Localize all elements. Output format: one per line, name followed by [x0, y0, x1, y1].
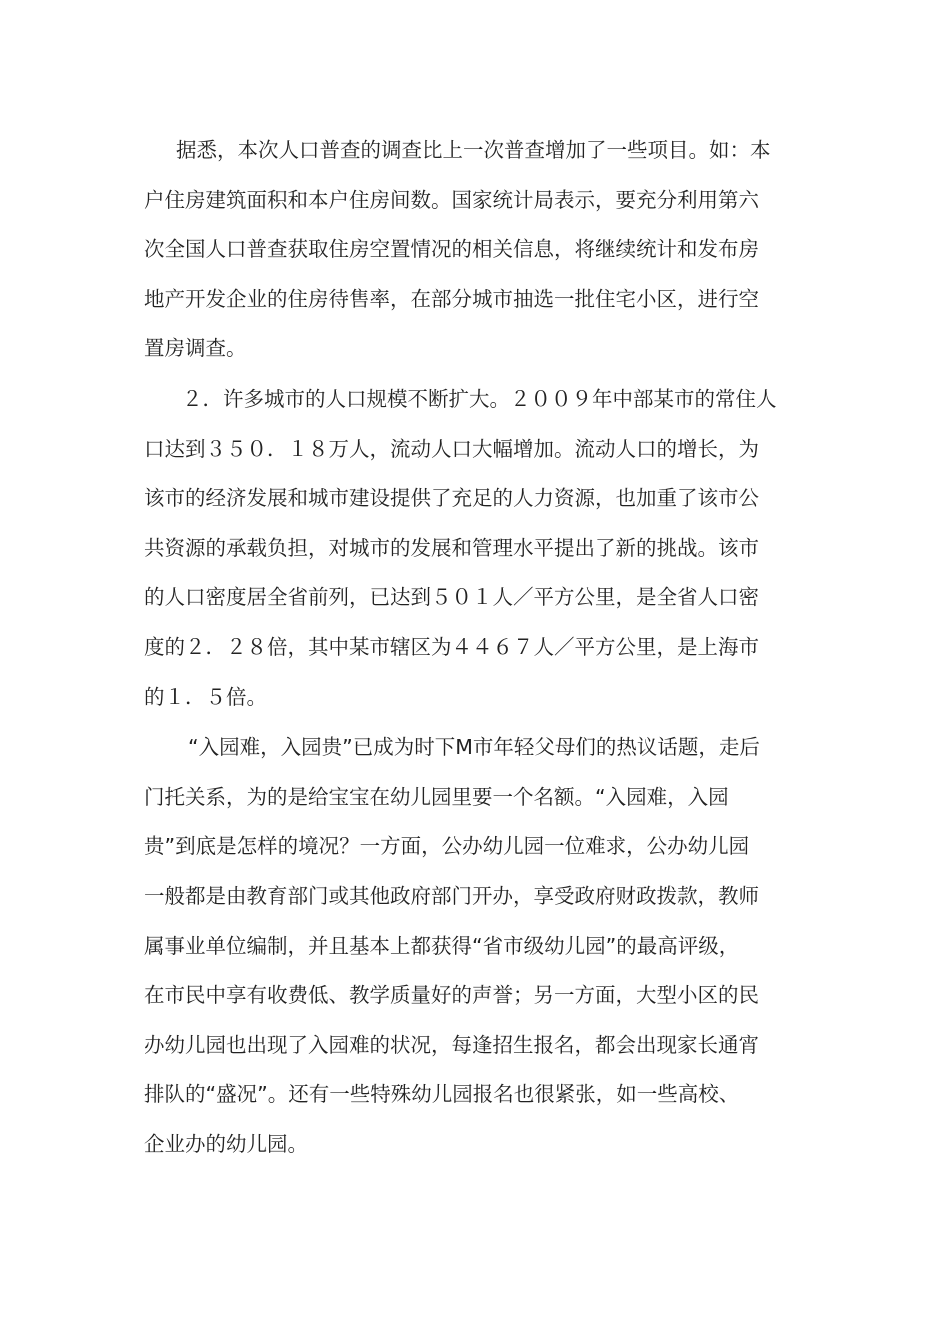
text-line: 贵”到底是怎样的境况？一方面，公办幼儿园一位难求，公办幼儿园: [144, 834, 750, 859]
text-line: 排队的“盛况”。还有一些特殊幼儿园报名也很紧张，如一些高校、: [144, 1082, 740, 1107]
document-body: [144, 126, 809, 1170]
text-line: 属事业单位编制，并且基本上都获得“省市级幼儿园”的最高评级，: [144, 933, 740, 958]
text-line: 户住房建筑面积和本户住房间数。国家统计局表示，要充分利用第六: [144, 187, 759, 212]
text-line: “入园难，入园贵”已成为时下M市年轻父母们的热议话题，走后: [188, 735, 760, 760]
text-line: ２．许多城市的人口规模不断扩大。２００９年中部某市的常住人: [182, 386, 777, 411]
text-line: 次全国人口普查获取住房空置情况的相关信息，将继续统计和发布房: [144, 237, 759, 262]
paragraph-population-growth: [144, 375, 809, 722]
paragraph-kindergarten: [144, 723, 809, 1169]
paragraph-housing-survey: [144, 126, 809, 374]
text-line: 办幼儿园也出现了入园难的状况，每逢招生报名，都会出现家长通宵: [144, 1032, 759, 1057]
text-line: 企业办的幼儿园。: [144, 1131, 308, 1156]
text-line: 度的２．２８倍，其中某市辖区为４４６７人／平方公里，是上海市: [144, 634, 759, 659]
text-line: 的１．５倍。: [144, 684, 267, 709]
text-line: 门托关系，为的是给宝宝在幼儿园里要一个名额。“入园难，入园: [144, 784, 729, 809]
text-line: 共资源的承载负担，对城市的发展和管理水平提出了新的挑战。该市: [144, 535, 759, 560]
text-line: 置房调查。: [144, 336, 247, 361]
text-line: 口达到３５０．１８万人，流动人口大幅增加。流动人口的增长，为: [144, 436, 759, 461]
text-line: 在市民中享有收费低、教学质量好的声誉；另一方面，大型小区的民: [144, 983, 759, 1008]
text-line: 该市的经济发展和城市建设提供了充足的人力资源，也加重了该市公: [144, 486, 759, 511]
text-line: 据悉，本次人口普查的调查比上一次普查增加了一些项目。如：本: [176, 138, 771, 162]
text-line: 的人口密度居全省前列，已达到５０１人／平方公里，是全省人口密: [144, 585, 759, 610]
text-line: 地产开发企业的住房待售率，在部分城市抽选一批住宅小区，进行空: [144, 286, 759, 311]
text-line: 一般都是由教育部门或其他政府部门开办，享受政府财政拨款，教师: [144, 883, 759, 908]
